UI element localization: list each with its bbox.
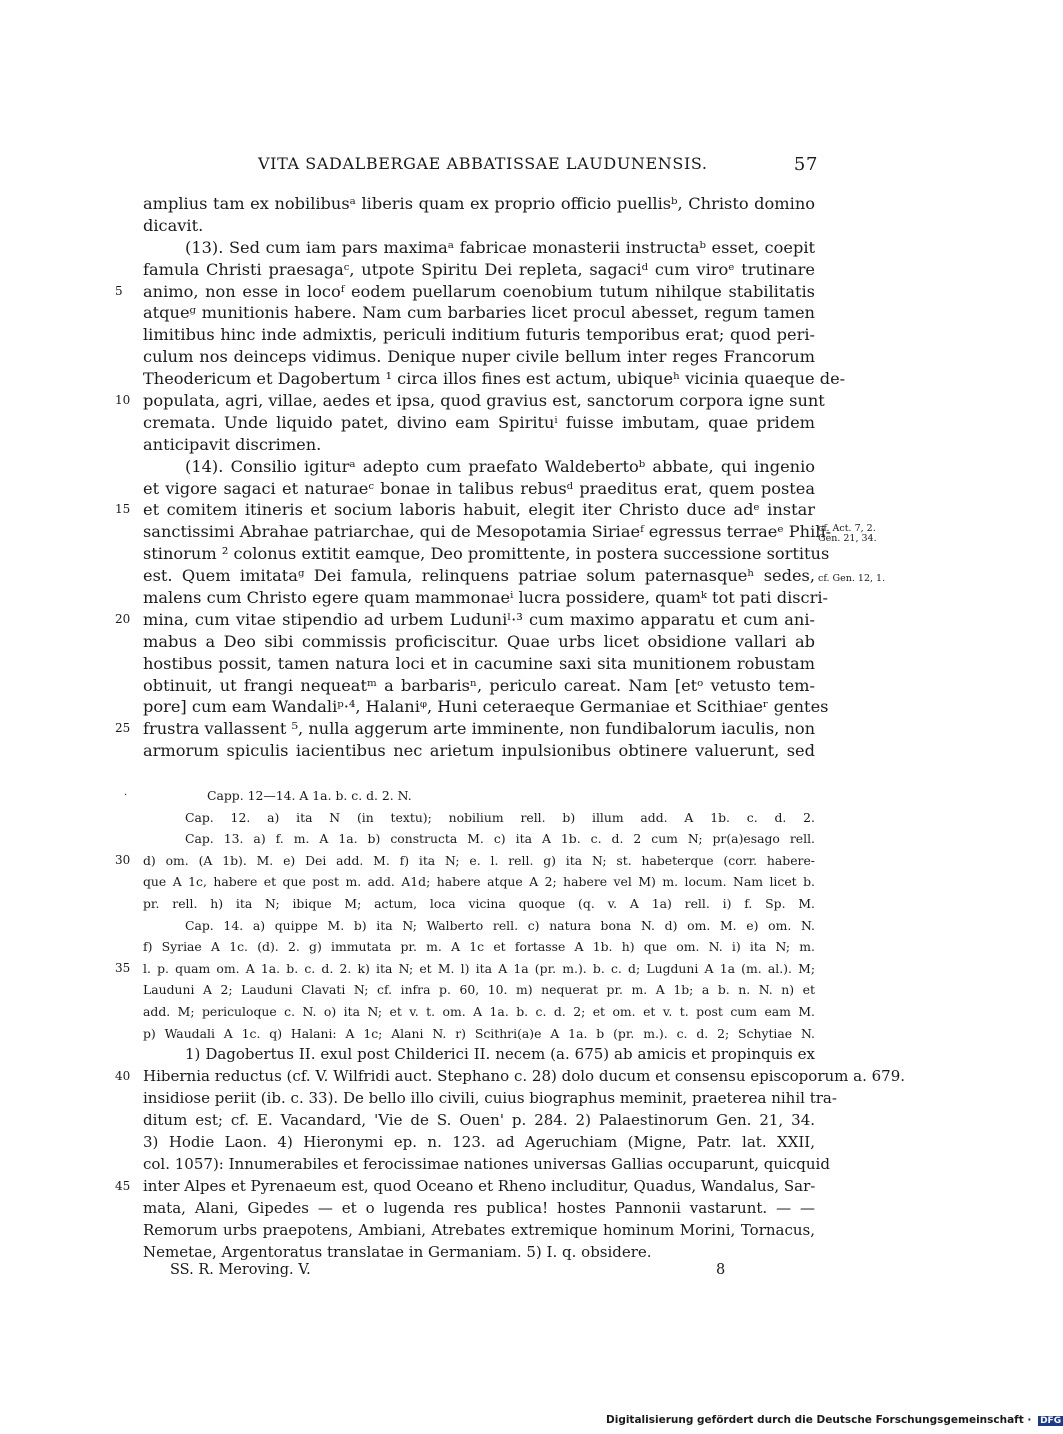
- text-line: sanctissimi Abrahae patriarchae, qui de Mesopotamia Siriaeᶠ egressus terraeᵉ Phili-: [143, 522, 832, 542]
- apparatus-line: 30 d) om. (A 1b). M. e) Dei add. M. f) ita N; e. l. rell. g) ita N; st. habeterque (corr. habere-: [143, 850, 815, 872]
- apparatus-line: Lauduni A 2; Lauduni Clavati N; cf. infra p. 60, 10. m) nequerat pr. m. A 1b; a b. n. N. n) et: [143, 982, 815, 998]
- text-line: limitibus hinc inde admixtis, periculi inditium futuris temporibus erat; quod peri-: [143, 325, 815, 345]
- apparatus-line: que A 1c, habere et que post m. add. A1d; habere atque A 2; habere vel M) m. locum. Nam licet b.: [143, 874, 815, 890]
- footnotes: [115, 1043, 906, 1263]
- footnote-line: insidiose periit (ib. c. 33). De bello illo civili, cuius biographus meminit, praeterea nihil tra-: [143, 1089, 837, 1107]
- line-number: 40: [115, 1069, 131, 1083]
- margin-note: cf. Act. 7, 2.: [818, 523, 876, 534]
- running-title: VITA SADALBERGAE ABBATISSAE LAUDUNENSIS.: [258, 154, 708, 173]
- text-line: Theodericum et Dagobertum ¹ circa illos fines est actum, ubiqueʰ vicinia quaeque de-: [143, 369, 846, 389]
- text-line: 5 animo, non esse in locoᶠ eodem puellarum coenobium tutum nihilque stabilitatis: [115, 281, 815, 301]
- text-line: malens cum Christo egere quam mammonaeⁱ lucra possidere, quamᵏ tot pati discri-: [143, 588, 829, 608]
- margin-note: Gen. 21, 34.: [818, 533, 877, 544]
- text-line: mabus a Deo sibi commissis proficiscitur. Quae urbs licet obsidione vallari ab: [143, 631, 815, 651]
- text-line: anticipavit discrimen.: [143, 434, 322, 454]
- line-number: 45: [115, 1179, 131, 1193]
- line-number: 10: [115, 393, 131, 408]
- line-number: 30: [115, 852, 131, 867]
- footnote-line: 1) Dagobertus II. exul post Childerici II. necem (a. 675) ab amicis et propinquis ex: [185, 1045, 815, 1063]
- text-line: dicavit.: [143, 215, 204, 235]
- digitization-credit: Digitalisierung gefördert durch die Deutsche Forschungsgemeinschaft · DFG: [606, 1414, 1062, 1426]
- credit-text: Digitalisierung gefördert durch die Deutsche Forschungsgemeinschaft: [606, 1414, 1024, 1426]
- text-line: 25 frustra vallassent ⁵, nulla aggerum arte imminente, non fundibalorum iaculis, non: [115, 719, 816, 739]
- text-line: et vigore sagaci et naturaeᶜ bonae in talibus rebusᵈ praeditus erat, quem postea: [143, 478, 815, 498]
- footnote-line: mata, Alani, Gipedes — et o lugenda res publica! hostes Pannonii vastarunt. — —: [143, 1199, 815, 1217]
- text-line: 10 populata, agri, villae, aedes et ipsa, quod gravius est, sanctorum corpora igne sunt: [115, 391, 825, 411]
- text-line: 20 mina, cum vitae stipendio ad urbem Luduniˡ·³ cum maximo apparatu et cum ani-: [115, 609, 815, 629]
- text-line: armorum spiculis iacientibus nec arietum inpulsionibus obtinere valuerunt, sed: [143, 741, 815, 761]
- text-line: culum nos deinceps vidimus. Denique nuper civile bellum inter reges Francorum: [143, 347, 815, 367]
- footnote-line: Nemetae, Argentoratus translatae in Germaniam. 5) I. q. obsidere.: [143, 1243, 652, 1261]
- apparatus-line: Cap. 13. a) f. m. A 1a. b) constructa M. c) ita A 1b. c. d. 2 cum N; pr(a)esago rell.: [185, 831, 815, 847]
- text-line: famula Christi praesagaᶜ, utpote Spiritu Dei repleta, sagaciᵈ cum viroᵉ trutinare: [143, 259, 815, 279]
- line-number: 15: [115, 502, 131, 517]
- apparatus-line: Cap. 12. a) ita N (in textu); nobilium rell. b) illum add. A 1b. c. d. 2.: [185, 809, 815, 825]
- text-line: cremata. Unde liquido patet, divino eam Spirituⁱ fuisse imbutam, quae pridem: [143, 412, 815, 432]
- footnote-line: Remorum urbs praepotens, Ambiani, Atrebates extremique hominum Morini, Tornacus,: [143, 1221, 815, 1239]
- text-line: 15 et comitem itineris et socium laboris habuit, elegit iter Christo duce adᵉ instar: [115, 500, 815, 520]
- text-line: obtinuit, ut frangi nequeatᵐ a barbarisⁿ, periculo careat. Nam [etᵒ vetusto tem-: [143, 675, 815, 695]
- text-line: atqueᵍ munitionis habere. Nam cum barbaries licet procul abesset, regum tamen: [143, 303, 815, 323]
- footnote-line: col. 1057): Innumerabiles et ferocissimae nationes universas Gallias occuparunt, quicquid: [143, 1155, 830, 1173]
- text-line: (14). Consilio igiturᵃ adepto cum praefato Waldebertoᵇ abbate, qui ingenio: [185, 456, 815, 476]
- page-number: 57: [793, 154, 818, 175]
- line-number: 20: [115, 611, 131, 626]
- text-line: (13). Sed cum iam pars maximaᵃ fabricae monasterii instructaᵇ esset, coepit: [185, 237, 815, 257]
- apparatus-line: Capp. 12—14. A 1a. b. c. d. 2. N.: [207, 788, 412, 803]
- series-signature: SS. R. Meroving. V.: [170, 1262, 311, 1278]
- apparatus-line: 35 l. p. quam om. A 1a. b. c. d. 2. k) ita N; et M. l) ita A 1a (pr. m.). b. c. d; Lugduni A 1a (m. al.). M;: [143, 958, 815, 980]
- line-number: 25: [115, 721, 131, 736]
- text-line: hostibus possit, tamen natura loci et in cacumine saxi sita munitionem robustam: [143, 653, 815, 673]
- line-number: 5: [115, 283, 123, 298]
- text-line: stinorum ² colonus extitit eamque, Deo promittente, in postera successione sortitus: [143, 544, 830, 564]
- text-line: est. Quem imitataᵍ Dei famula, relinquens patriae solum paternasqueʰ sedes,: [143, 566, 815, 586]
- footnote-line: 3) Hodie Laon. 4) Hieronymi ep. n. 123. ad Ageruchiam (Migne, Patr. lat. XXII,: [143, 1133, 815, 1151]
- line-number: 35: [115, 960, 131, 975]
- dfg-logo: DFG: [1040, 1416, 1062, 1426]
- margin-note: cf. Gen. 12, 1.: [818, 573, 886, 584]
- apparatus-line: Cap. 14. a) quippe M. b) ita N; Walberto rell. c) natura bona N. d) om. M. e) om. N.: [185, 917, 815, 933]
- apparatus-line: f) Syriae A 1c. (d). 2. g) immutata pr. m. A 1c et fortasse A 1b. h) que om. N. i) ita N; m.: [143, 939, 815, 955]
- apparatus-line: add. M; periculoque c. N. o) ita N; et v. t. om. A 1a. b. c. d. 2; et om. et v. t. post cum eam M.: [143, 1003, 815, 1019]
- critical-apparatus: [115, 785, 815, 1044]
- text-line: amplius tam ex nobilibusᵃ liberis quam ex proprio officio puellisᵇ, Christo domino: [143, 194, 815, 213]
- decorative-dot: ·: [124, 790, 128, 801]
- main-text: [115, 193, 846, 762]
- apparatus-line: pr. rell. h) ita N; ibique M; actum, loca vicina quoque (q. v. A 1a) rell. i) f. Sp. M.: [143, 895, 815, 911]
- apparatus-line: p) Waudali A 1c. q) Halani: A 1c; Alani N. r) Scithri(a)e A 1a. b (pr. m.). c. d. 2; Schytiae N.: [143, 1025, 815, 1041]
- footnote-line: 40 Hibernia reductus (cf. V. Wilfridi auct. Stephano c. 28) dolo ducum et consensu episcoporum a. 679.: [115, 1067, 906, 1085]
- footnote-line: ditum est; cf. E. Vacandard, 'Vie de S. Ouen' p. 284. 2) Palaestinorum Gen. 21, 34.: [143, 1111, 815, 1129]
- text-line: pore] cum eam Wandaliᵖ·⁴, Halaniᵠ, Huni ceteraeque Germaniae et Scithiaeʳ gentes: [143, 697, 829, 717]
- footnote-line: 45 inter Alpes et Pyrenaeum est, quod Oceano et Rheno includitur, Quadus, Wandalus, Sar-: [115, 1177, 816, 1195]
- sheet-number: 8: [716, 1262, 726, 1278]
